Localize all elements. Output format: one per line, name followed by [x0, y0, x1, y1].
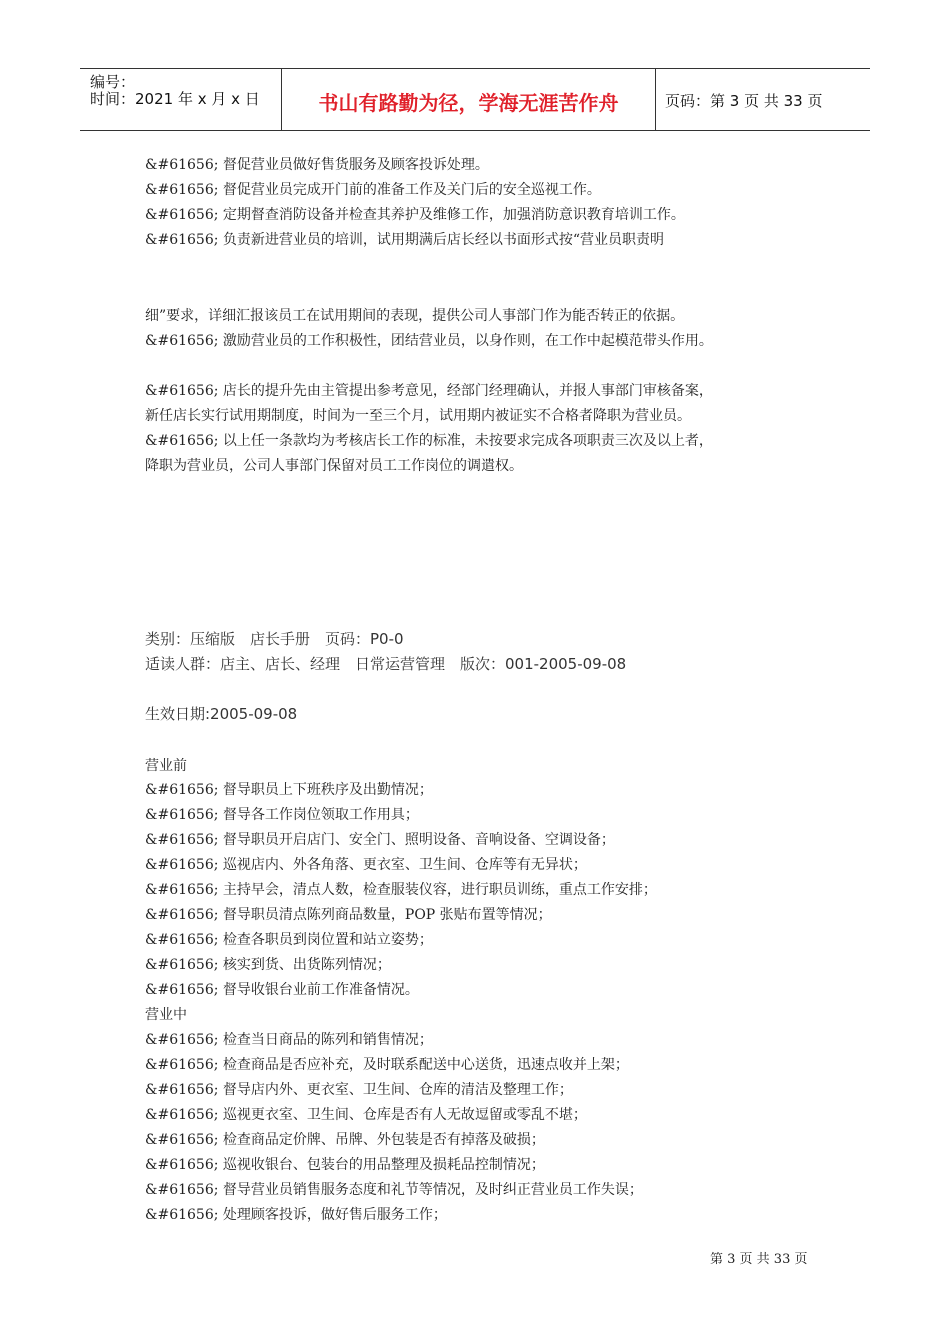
- body-line: &#61656; 巡视收银台、包装台的用品整理及损耗品控制情况；: [145, 1157, 545, 1173]
- footer-page-info: 第 3 页 共 33 页: [710, 1252, 808, 1267]
- meta-effective-date: 生效日期:2005-09-08: [145, 705, 298, 723]
- body-line: &#61656; 检查当日商品的陈列和销售情况；: [145, 1032, 433, 1048]
- body-line: &#61656; 巡视店内、外各角落、更衣室、卫生间、仓库等有无异状；: [145, 857, 587, 873]
- header-page-info: 页码：第 3 页 共 33 页: [665, 92, 823, 110]
- meta-audience: 适读人群：店主、店长、经理 日常运营管理 版次：001-2005-09-08: [145, 655, 627, 673]
- header-motto: 书山有路勤为径，学海无涯苦作舟: [318, 91, 619, 115]
- body-line: &#61656; 检查各职员到岗位置和站立姿势；: [145, 932, 433, 948]
- body-line: &#61656; 主持早会，清点人数，检查服装仪容，进行职员训练，重点工作安排；: [145, 882, 657, 898]
- header-center-cell: [281, 69, 656, 130]
- body-line: &#61656; 处理顾客投诉，做好售后服务工作；: [145, 1207, 447, 1223]
- body-line: &#61656; 督导职员清点陈列商品数量，POP 张贴布置等情况；: [145, 907, 552, 923]
- page-header: [80, 68, 870, 131]
- body-line: 新任店长实行试用期制度，时间为一至三个月，试用期内被证实不合格者降职为营业员。: [145, 408, 691, 424]
- body-line: &#61656; 督导职员开启店门、安全门、照明设备、音响设备、空调设备；: [145, 832, 615, 848]
- body-line: &#61656; 店长的提升先由主管提出参考意见，经部门经理确认，并报人事部门审核备案，: [145, 383, 713, 399]
- body-line: &#61656; 检查商品定价牌、吊牌、外包装是否有掉落及破损；: [145, 1132, 545, 1148]
- body-line: &#61656; 激励营业员的工作积极性，团结营业员，以身作则，在工作中起模范带头作用。: [145, 333, 713, 349]
- body-line: &#61656; 检查商品是否应补充，及时联系配送中心送货，迅速点收并上架；: [145, 1057, 629, 1073]
- body-line: 降职为营业员，公司人事部门保留对员工工作岗位的调遣权。: [145, 458, 523, 474]
- section-heading: 营业中: [145, 1007, 187, 1023]
- header-left-cell: [80, 69, 281, 130]
- body-line: &#61656; 负责新进营业员的培训，试用期满后店长经以书面形式按“营业员职责明: [145, 232, 665, 248]
- section-heading: 营业前: [145, 758, 187, 774]
- body-line: 细”要求，详细汇报该员工在试用期间的表现，提供公司人事部门作为能否转正的依据。: [145, 308, 685, 324]
- body-line: &#61656; 督导收银台业前工作准备情况。: [145, 982, 419, 998]
- doc-number: 编号：: [90, 73, 136, 91]
- body-line: &#61656; 督导营业员销售服务态度和礼节等情况，及时纠正营业员工作失误；: [145, 1182, 643, 1198]
- body-line: &#61656; 核实到货、出货陈列情况；: [145, 957, 391, 973]
- body-line: &#61656; 督促营业员做好售货服务及顾客投诉处理。: [145, 157, 489, 173]
- doc-date: 时间：2021 年 x 月 x 日: [90, 90, 260, 108]
- body-line: &#61656; 督导职员上下班秩序及出勤情况；: [145, 782, 433, 798]
- body-line: &#61656; 督促营业员完成开门前的准备工作及关门后的安全巡视工作。: [145, 182, 601, 198]
- body-line: &#61656; 巡视更衣室、卫生间、仓库是否有人无故逗留或零乱不堪；: [145, 1107, 587, 1123]
- body-line: &#61656; 定期督查消防设备并检查其养护及维修工作，加强消防意识教育培训工作。: [145, 207, 685, 223]
- body-line: &#61656; 督导各工作岗位领取工作用具；: [145, 807, 419, 823]
- body-line: &#61656; 以上任一条款均为考核店长工作的标准，未按要求完成各项职责三次及以上者，: [145, 433, 713, 449]
- meta-category: 类别：压缩版 店长手册 页码：P0-0: [145, 630, 404, 648]
- header-right-cell: [655, 69, 870, 130]
- body-line: &#61656; 督导店内外、更衣室、卫生间、仓库的清洁及整理工作；: [145, 1082, 573, 1098]
